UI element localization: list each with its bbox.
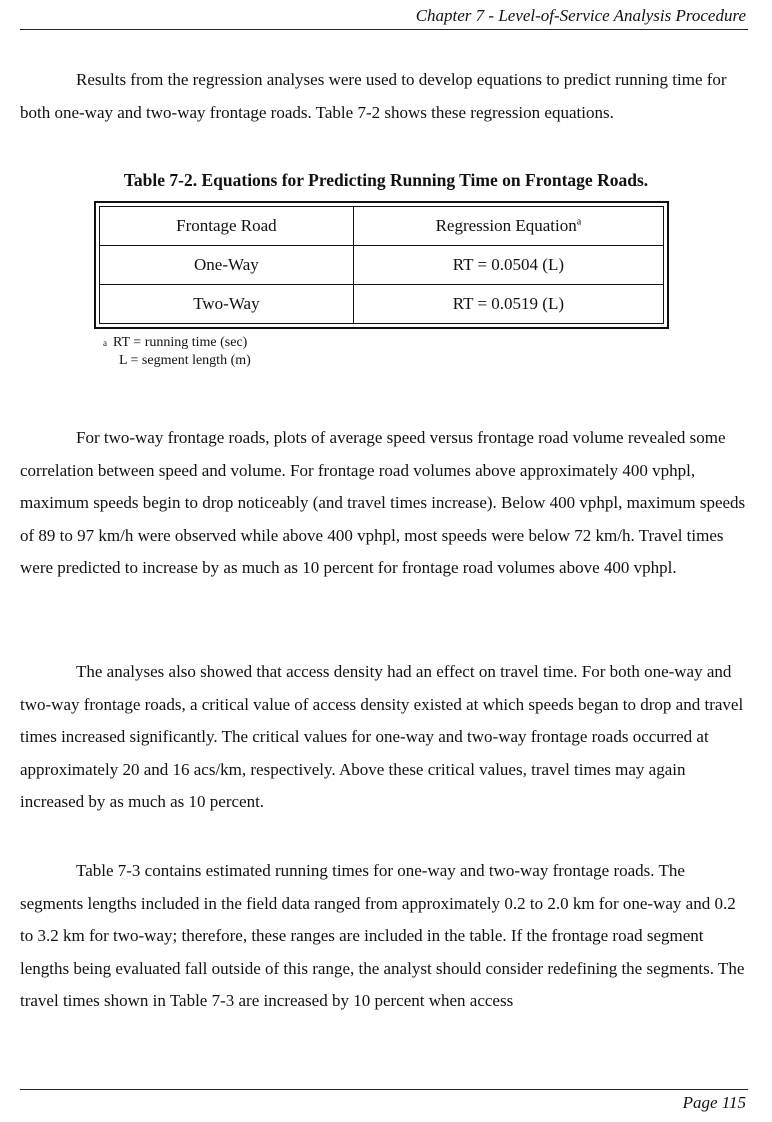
running-head: Chapter 7 - Level-of-Service Analysis Procedure	[415, 6, 746, 25]
table-row	[100, 246, 664, 285]
paragraph-4-text: Table 7-3 contains estimated running times for one-way and two-way frontage roads. The segments lengths included in the field data ranged from approximately 0.2 to 2.0 km for one-way and 0.2 to 3.2 km for two-way; therefore, these ranges are included in the table. If the frontage road segment lengths being evaluated fall outside of this range, the analyst should consider redefining the segments. The travel times shown in Table 7-3 are increased by 10 percent when access	[20, 861, 745, 1010]
paragraph-4	[20, 855, 748, 1018]
table-cell: RT = 0.0519 (L)	[353, 285, 663, 324]
table-cell: One-Way	[100, 246, 354, 285]
paragraph-1	[20, 64, 748, 129]
page-number: Page 115	[682, 1093, 746, 1112]
table-cell: RT = 0.0504 (L)	[353, 246, 663, 285]
paragraph-3	[20, 656, 748, 819]
footer-rule	[20, 1089, 748, 1090]
regression-table	[94, 201, 669, 329]
paragraph-2	[20, 422, 748, 585]
table-caption: Table 7-2. Equations for Predicting Running Time on Frontage Roads.	[123, 170, 649, 190]
footnote-line-2: L = segment length (m)	[119, 353, 251, 368]
footnote-marker: a	[103, 338, 107, 348]
paragraph-1-text: Results from the regression analyses were used to develop equations to predict running time for both one-way and two-way frontage roads. Table 7-2 shows these regression equations.	[20, 70, 727, 122]
regression-table-grid	[99, 206, 664, 324]
header-regression-equation	[353, 207, 663, 246]
table-cell: Two-Way	[100, 285, 354, 324]
paragraph-2-text: For two-way frontage roads, plots of average speed versus frontage road volume revealed some correlation between speed and volume. For frontage road volumes above approximately 400 vphpl, maximum speeds begin to drop noticeably (and travel times increase). Below 400 vphpl, maximum speeds of 89 to 97 km/h were observed while above 400 vphpl, most speeds were below 72 km/h. Travel times were predicted to increase by as much as 10 percent for frontage road volumes above 400 vphpl.	[20, 428, 746, 577]
table-row	[100, 285, 664, 324]
header-rule	[20, 29, 748, 30]
header-regression-equation-label: Regression Equation	[435, 216, 577, 235]
footnote-line-1	[103, 334, 251, 352]
footnote-line-1-text: RT = running time (sec)	[113, 335, 248, 350]
table-footnote	[103, 334, 251, 370]
header-frontage-road	[100, 207, 354, 246]
header-frontage-road-label: Frontage Road	[176, 216, 277, 235]
paragraph-3-text: The analyses also showed that access density had an effect on travel time. For both one-way and two-way frontage roads, a critical value of access density existed at which speeds began to drop and travel times increased significantly. The critical values for one-way and two-way frontage roads occurred at approximately 20 and 16 acs/km, respectively. Above these critical values, travel times may again increased by as much as 10 percent.	[20, 662, 744, 811]
table-header-row	[100, 207, 664, 246]
header-superscript: a	[576, 216, 582, 228]
